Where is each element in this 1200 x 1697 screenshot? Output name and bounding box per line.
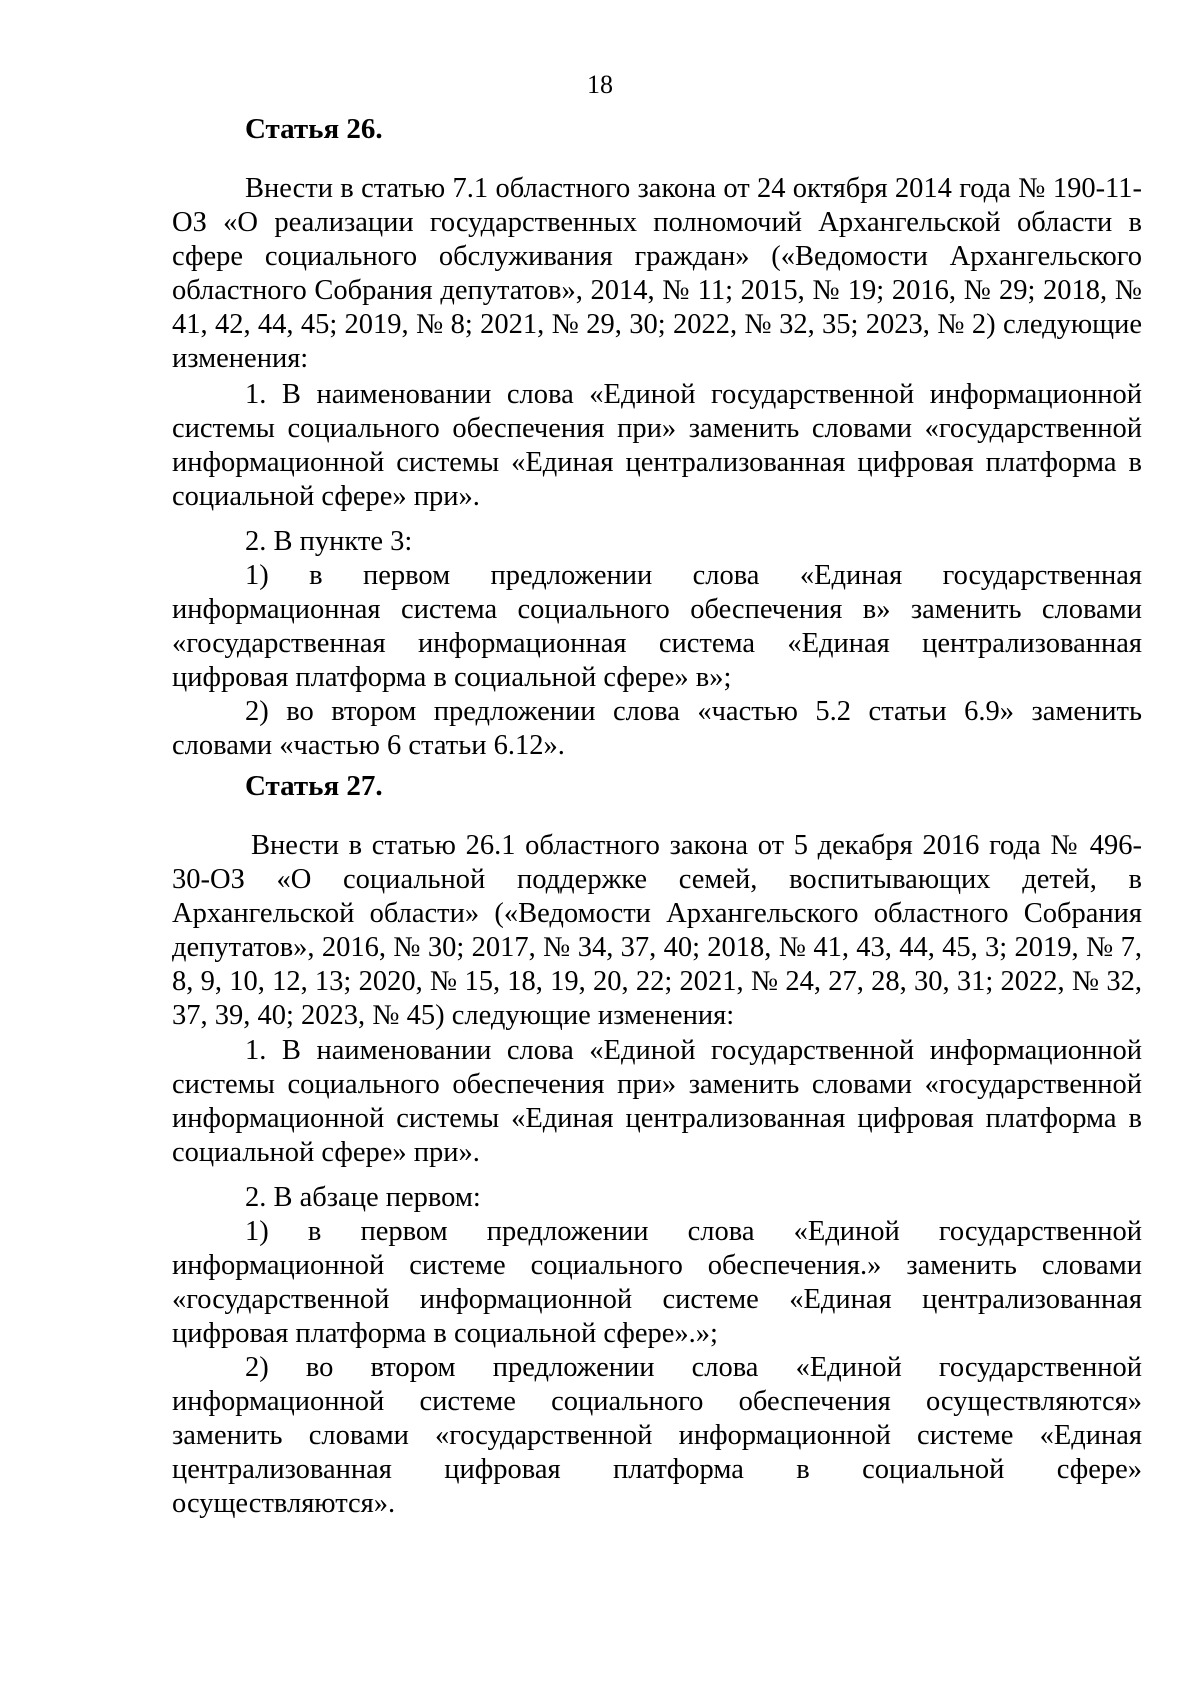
article-27-point-1-block	[172, 1034, 1142, 1170]
article-27-heading: Статья 27.	[245, 770, 383, 802]
article-26-point-2-sub-2: 2) во втором предложении слова «частью 5.2 статьи 6.9» заменить словами «частью 6 статьи 6.12».	[172, 696, 1142, 761]
article-27-point-2-title: 2. В абзаце первом:	[245, 1182, 481, 1213]
article-26-point-2-title: 2. В пункте 3:	[245, 526, 413, 557]
article-26-intro-block	[172, 172, 1142, 376]
article-26-point-1-block	[172, 378, 1142, 514]
article-27-intro: Внести в статью 26.1 областного закона от 5 декабря 2016 года № 496-30-ОЗ «О социальной поддержке семей, воспитывающих детей, в Архангельской области» («Ведомости Архангельского областного Собрания депутатов», 2016, № 30; 2017, № 34, 37, 40; 2018, № 41, 43, 44, 45, 3; 2019, № 7, 8, 9, 10, 12, 13; 2020, № 15, 18, 19, 20, 22; 2021, № 24, 27, 28, 30, 31; 2022, № 32, 37, 39, 40; 2023, № 45) следующие изменения:	[172, 830, 1142, 1031]
article-27-point-2-block	[172, 1181, 1142, 1521]
article-27-point-1: 1. В наименовании слова «Единой государственной информационной системы социального обеспечения при» заменить словами «государственной информационной системы «Единая централизованная цифровая платформа в социальной сфере» при».	[172, 1035, 1142, 1168]
article-27-point-2-sub-2: 2) во втором предложении слова «Единой государственной информационной системе социального обеспечения осуществляются» заменить словами «государственной информационной системе «Единая централизованная цифровая платформа в социальной сфере» осуществляются».	[172, 1352, 1142, 1519]
article-27-intro-block	[172, 829, 1142, 1033]
article-26-point-2-block	[172, 525, 1142, 763]
article-26-point-1: 1. В наименовании слова «Единой государственной информационной системы социального обеспечения при» заменить словами «государственной информационной системы «Единая централизованная цифровая платформа в социальной сфере» при».	[172, 379, 1142, 512]
article-26-heading: Статья 26.	[245, 113, 383, 145]
article-26-intro: Внести в статью 7.1 областного закона от 24 октября 2014 года № 190-11-ОЗ «О реализации государственных полномочий Архангельской области в сфере социального обслуживания граждан» («Ведомости Архангельского областного Собрания депутатов», 2014, № 11; 2015, № 19; 2016, № 29; 2018, № 41, 42, 44, 45; 2019, № 8; 2021, № 29, 30; 2022, № 32, 35; 2023, № 2) следующие изменения:	[172, 173, 1142, 374]
page-number: 18	[587, 70, 613, 99]
article-26-point-2-sub-1: 1) в первом предложении слова «Единая государственная информационная система социального обеспечения в» заменить словами «государственная информационная система «Единая централизованная цифровая платформа в социальной сфере» в»;	[172, 560, 1142, 693]
article-27-point-2-sub-1: 1) в первом предложении слова «Единой государственной информационной системе социального обеспечения.» заменить словами «государственной информационной системе «Единая централизованная цифровая платформа в социальной сфере».»;	[172, 1216, 1142, 1349]
